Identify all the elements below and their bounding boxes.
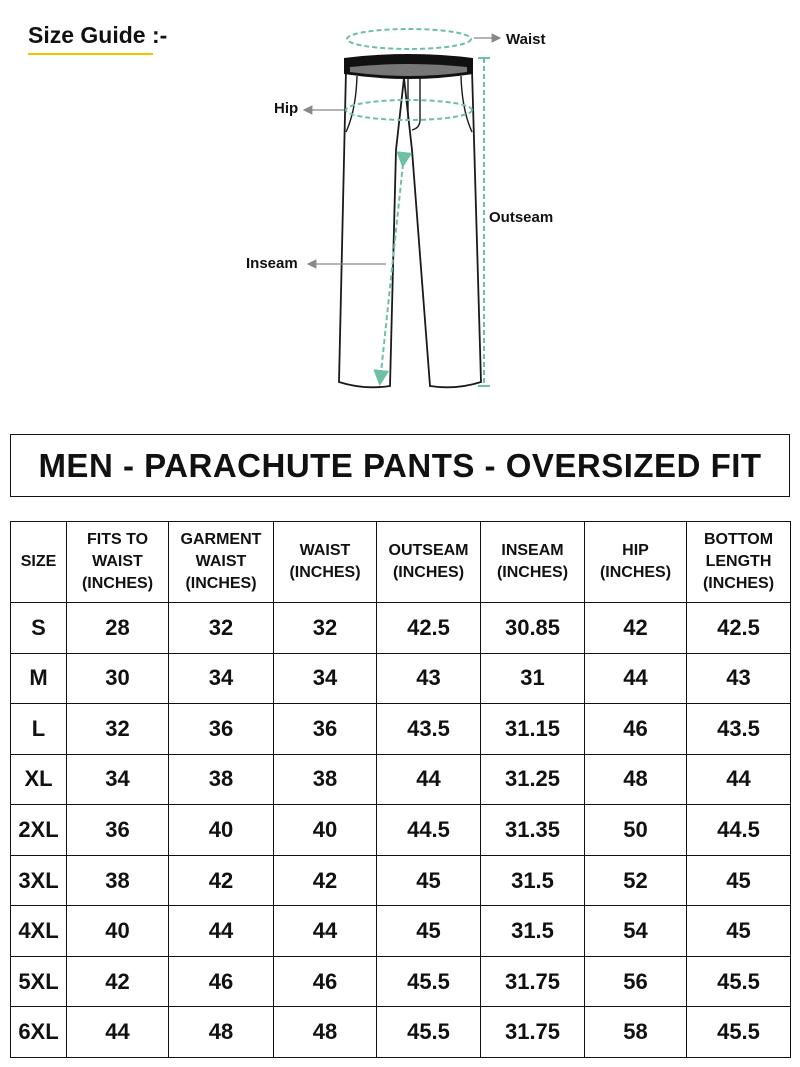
measurement-cell: 45 [687,855,791,906]
measurement-cell: 45.5 [377,956,481,1007]
measurement-cell: 34 [169,653,274,704]
measurement-cell: 38 [169,754,274,805]
measurement-cell: 43.5 [687,704,791,755]
column-header: OUTSEAM (INCHES) [377,522,481,603]
table-title-box [10,434,790,497]
measurement-cell: 42.5 [377,603,481,654]
table-row [11,754,791,805]
table-row [11,603,791,654]
measurement-cell: 42 [585,603,687,654]
measurement-cell: 31.15 [481,704,585,755]
measurement-cell: 31.75 [481,1007,585,1058]
measurement-cell: 44.5 [687,805,791,856]
measurement-cell: 43 [377,653,481,704]
size-cell: L [11,704,67,755]
measurement-cell: 36 [169,704,274,755]
table-row [11,855,791,906]
measurement-cell: 46 [169,956,274,1007]
measurement-cell: 45.5 [687,1007,791,1058]
measurement-cell: 44 [169,906,274,957]
size-table [10,521,791,1058]
measurement-cell: 31 [481,653,585,704]
measurement-cell: 40 [274,805,377,856]
measurement-cell: 46 [585,704,687,755]
size-cell: 5XL [11,956,67,1007]
column-header: HIP (INCHES) [585,522,687,603]
table-row [11,653,791,704]
measurement-cell: 34 [67,754,169,805]
measurement-cell: 46 [274,956,377,1007]
measurement-cell: 30.85 [481,603,585,654]
measurement-cell: 50 [585,805,687,856]
measurement-cell: 31.35 [481,805,585,856]
measurement-cell: 44 [377,754,481,805]
measurement-cell: 45 [687,906,791,957]
size-cell: XL [11,754,67,805]
measurement-cell: 31.5 [481,855,585,906]
measurement-cell: 45 [377,855,481,906]
measurement-cell: 56 [585,956,687,1007]
column-header: SIZE [11,522,67,603]
waist-label: Waist [506,31,546,48]
measurement-cell: 43.5 [377,704,481,755]
measurement-cell: 48 [169,1007,274,1058]
measurement-cell: 38 [67,855,169,906]
measurement-cell: 48 [274,1007,377,1058]
inseam-label: Inseam [246,255,298,272]
measurement-cell: 40 [67,906,169,957]
hip-label: Hip [274,100,299,117]
table-title: MEN - PARACHUTE PANTS - OVERSIZED FIT [38,446,762,484]
size-cell: 6XL [11,1007,67,1058]
size-cell: S [11,603,67,654]
measurement-cell: 44.5 [377,805,481,856]
measurement-cell: 32 [274,603,377,654]
size-cell: 3XL [11,855,67,906]
measurement-cell: 31.25 [481,754,585,805]
table-row [11,805,791,856]
measurement-cell: 36 [274,704,377,755]
size-cell: 2XL [11,805,67,856]
pants-diagram [0,0,800,400]
table-row [11,906,791,957]
table-header-row [11,522,791,603]
measurement-cell: 40 [169,805,274,856]
measurement-cell: 34 [274,653,377,704]
measurement-cell: 32 [169,603,274,654]
measurement-cell: 44 [67,1007,169,1058]
column-header: BOTTOM LENGTH (INCHES) [687,522,791,603]
measurement-cell: 45.5 [377,1007,481,1058]
measurement-cell: 44 [274,906,377,957]
measurement-cell: 54 [585,906,687,957]
column-header: FITS TO WAIST (INCHES) [67,522,169,603]
measurement-cell: 38 [274,754,377,805]
column-header: INSEAM (INCHES) [481,522,585,603]
measurement-cell: 45 [377,906,481,957]
pants-outline [339,70,481,387]
table-row [11,1007,791,1058]
measurement-cell: 30 [67,653,169,704]
size-guide-heading-text: Size Guide :- [28,22,168,48]
measurement-cell: 32 [67,704,169,755]
measurement-cell: 31.75 [481,956,585,1007]
waist-measure-ellipse [347,29,471,49]
measurement-cell: 52 [585,855,687,906]
size-cell: M [11,653,67,704]
column-header: WAIST (INCHES) [274,522,377,603]
outseam-label: Outseam [489,209,554,226]
measurement-cell: 28 [67,603,169,654]
column-header: GARMENT WAIST (INCHES) [169,522,274,603]
measurement-cell: 44 [585,653,687,704]
table-body [11,603,791,1058]
measurement-cell: 58 [585,1007,687,1058]
measurement-cell: 42 [274,855,377,906]
measurement-cell: 31.5 [481,906,585,957]
measurement-cell: 42 [67,956,169,1007]
measurement-cell: 48 [585,754,687,805]
measurement-cell: 45.5 [687,956,791,1007]
measurement-cell: 36 [67,805,169,856]
measurement-cell: 42 [169,855,274,906]
measurement-cell: 43 [687,653,791,704]
table-row [11,956,791,1007]
measurement-cell: 42.5 [687,603,791,654]
waistband [344,54,473,79]
table-row [11,704,791,755]
size-cell: 4XL [11,906,67,957]
measurement-cell: 44 [687,754,791,805]
